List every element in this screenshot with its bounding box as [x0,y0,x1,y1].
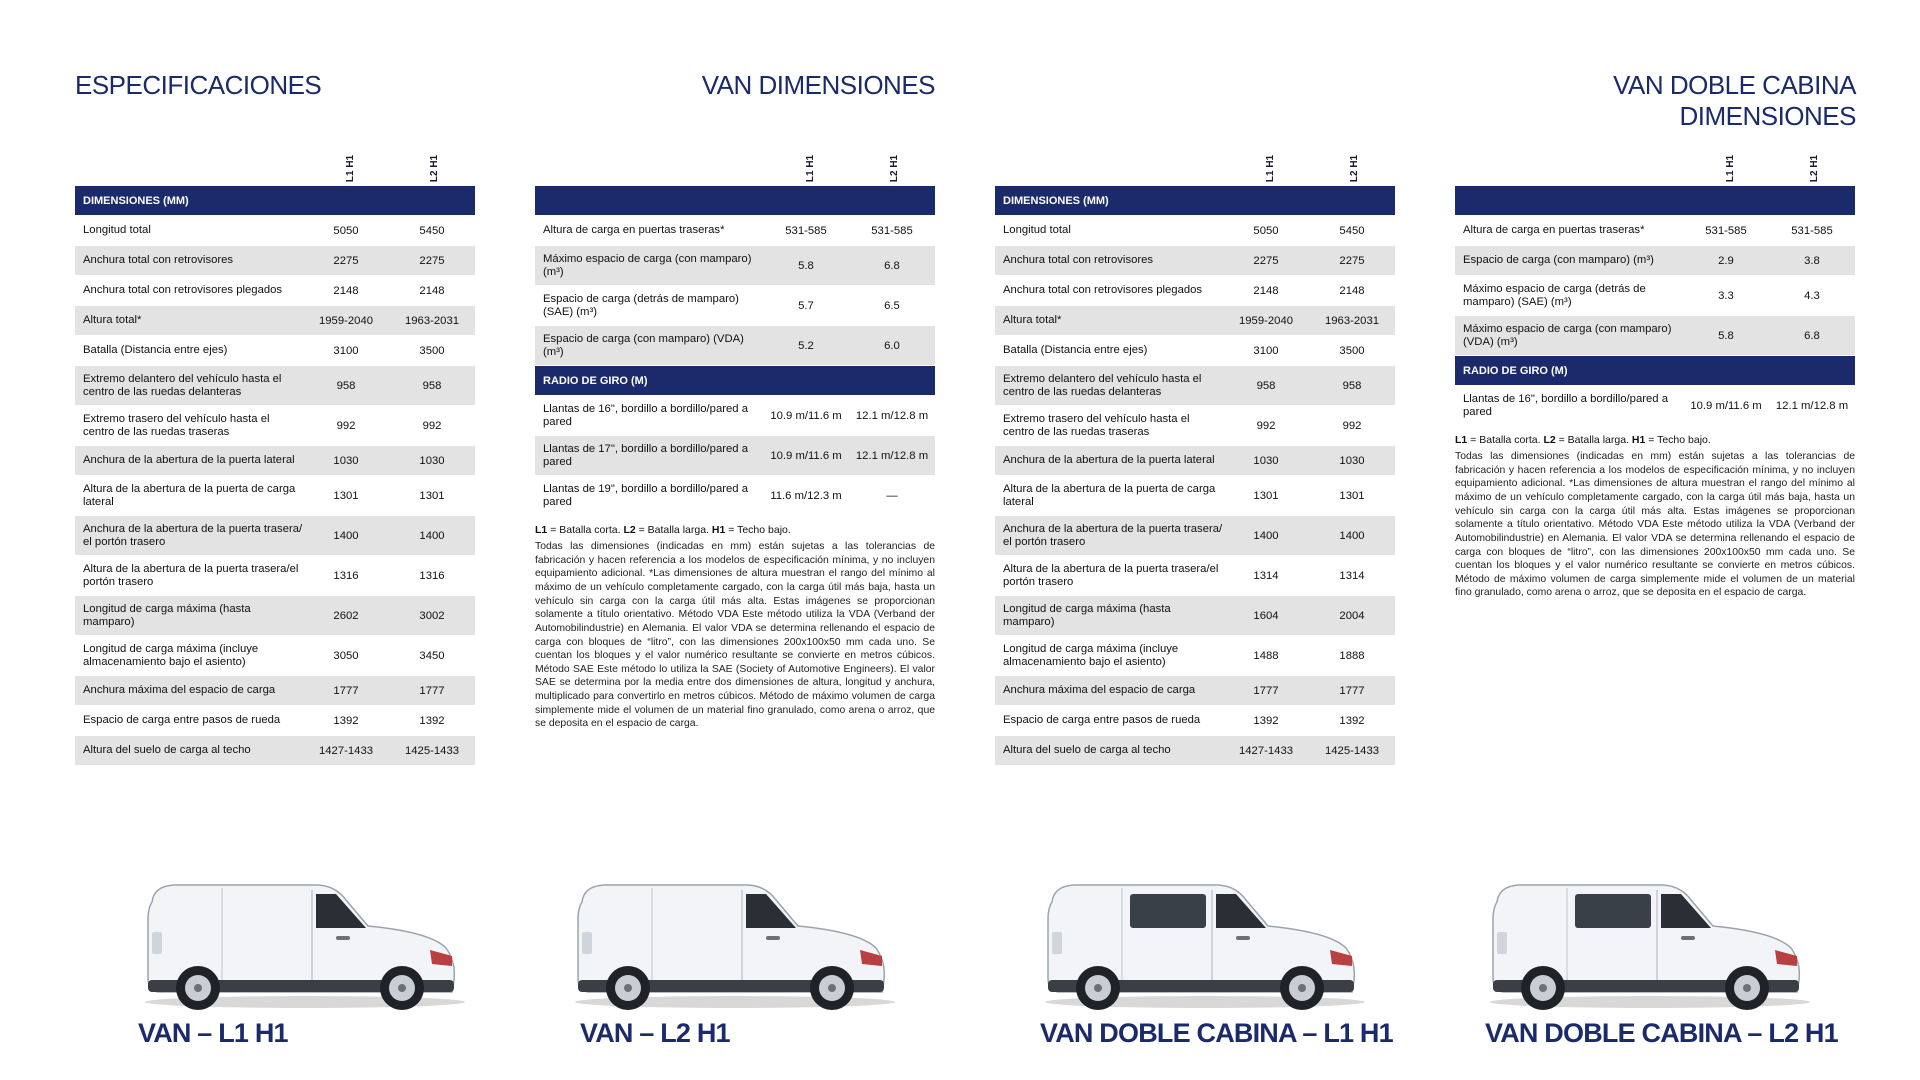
row-value-l1h1: 1392 [333,714,359,727]
van-tail-light [582,932,592,954]
row-label: Espacio de carga (con mamparo) (m³) [1463,254,1654,267]
row-label: Llantas de 16", bordillo a bordillo/pared a pared [543,402,748,428]
rear-hub [1094,984,1102,992]
table-row [75,366,475,406]
row-value-l1h1: 1604 [1253,609,1279,622]
table-row [75,636,475,676]
table-row [995,246,1395,276]
row-label: Máximo espacio de carga (con mamparo) (m³) [543,252,752,278]
van-dimensions-table [75,150,475,766]
row-value-l1h1: 5.2 [798,339,814,352]
table-row [75,276,475,306]
dc-dimensions-table [995,150,1395,766]
rear-hub [194,984,202,992]
row-label: Espacio de carga (con mamparo) (VDA) (m³) [543,332,744,358]
row-value-l1h1: 2275 [333,254,359,267]
row-label: Longitud de carga máxima (incluye almacenamiento bajo el asiento) [83,642,259,668]
row-value-l2h1: 1963-2031 [404,314,460,327]
row-label: Llantas de 17", bordillo a bordillo/pared a pared [543,442,748,468]
row-value-l1h1: 3100 [1253,344,1279,357]
row-label: Altura de la abertura de la puerta trasera/el portón trasero [83,562,299,588]
table-row [75,336,475,366]
column-heads [1455,150,1855,186]
row-value-l1h1: 958 [1256,379,1276,392]
row-label: Anchura total con retrovisores plegados [83,284,283,297]
row-value-l1h1: 992 [336,419,356,432]
table-row [535,396,935,436]
row-value-l1h1: 10.9 m/11.6 m [1690,399,1762,412]
van-illustration [1485,880,1815,1010]
row-value-l1h1: 2.9 [1718,254,1734,267]
row-label: Longitud de carga máxima (incluye almacenamiento bajo el asiento) [1003,642,1179,668]
row-label: Extremo delantero del vehículo hasta el centro de las ruedas delanteras [83,372,282,398]
row-value-l2h1: — [886,489,898,502]
row-value-l2h1: 1392 [1339,714,1365,727]
van-door-handle [1236,936,1250,940]
row-label: Longitud total [1003,224,1071,237]
row-value-l2h1: 531-585 [1791,224,1833,237]
row-label: Anchura total con retrovisores [83,254,234,267]
row-label: Extremo trasero del vehículo hasta el centro de las ruedas traseras [1003,412,1190,438]
row-value-l2h1: 531-585 [871,224,913,237]
front-hub [398,984,406,992]
table-row [995,476,1395,516]
row-value-l1h1: 1427-1433 [318,744,374,757]
table-row [1455,216,1855,246]
row-value-l1h1: 10.9 m/11.6 m [770,409,842,422]
row-label: Extremo trasero del vehículo hasta el centro de las ruedas traseras [83,412,270,438]
van-illustration [1040,880,1370,1010]
row-value-l2h1: 2148 [419,284,445,297]
table-row [995,446,1395,476]
row-value-l2h1: 1030 [419,454,445,467]
row-value-l2h1: 1777 [419,684,445,697]
section-header: DIMENSIONES (MM) [75,186,475,216]
row-label: Altura total* [1003,314,1062,327]
table-row [75,476,475,516]
row-value-l2h1: 1301 [419,489,445,502]
row-label: Anchura total con retrovisores plegados [1003,284,1203,297]
row-value-l1h1: 5.8 [798,259,814,272]
row-value-l1h1: 1427-1433 [1238,744,1294,757]
table-row [1455,316,1855,356]
van-label: VAN – L1 H1 [138,1018,288,1048]
row-label: Longitud de carga máxima (hasta mamparo) [83,602,251,628]
row-value-l2h1: 12.1 m/12.8 m [855,409,929,422]
table-row [75,736,475,766]
van-label: VAN – L2 H1 [580,1018,730,1048]
row-value-l1h1: 1301 [333,489,359,502]
column-heads [75,150,475,186]
table-row [75,706,475,736]
row-value-l1h1: 1030 [1253,454,1279,467]
column-head-l1h1: L1 H1 [345,154,357,182]
table-row [75,676,475,706]
front-hub [828,984,836,992]
table-row [995,336,1395,366]
column-head-l2h1: L2 H1 [889,154,901,182]
row-value-l2h1: 3500 [419,344,445,357]
page-title-van-dimensiones: VAN DIMENSIONES [701,70,935,100]
table-row [535,326,935,366]
van-illustration [570,880,900,1010]
table-row [995,596,1395,636]
rows [1455,386,1855,426]
row-value-l1h1: 1392 [1253,714,1279,727]
row-label: Batalla (Distancia entre ejes) [1003,344,1148,357]
row-label: Altura de carga en puertas traseras* [543,224,725,237]
table-row [995,636,1395,676]
column-heads [995,150,1395,186]
row-value-l1h1: 10.9 m/11.6 m [770,449,842,462]
table-row [535,216,935,246]
row-value-l2h1: 1425-1433 [404,744,460,757]
row-value-l2h1: 1301 [1339,489,1365,502]
row-value-l1h1: 1316 [333,569,359,582]
row-value-l2h1: 1777 [1339,684,1365,697]
section-header-turning: RADIO DE GIRO (M) [1455,356,1855,386]
column-head-l2h1: L2 H1 [429,154,441,182]
row-value-l2h1: 2275 [419,254,445,267]
row-label: Longitud total [83,224,151,237]
row-value-l2h1: 992 [1342,419,1362,432]
van-image-l1h1 [140,880,470,1015]
row-value-l2h1: 6.8 [884,259,900,272]
section-header: DIMENSIONES (MM) [995,186,1395,216]
table-row [75,596,475,636]
van-label: VAN DOBLE CABINA – L1 H1 [1040,1018,1393,1048]
row-label: Espacio de carga entre pasos de rueda [1003,714,1201,727]
van-label: VAN DOBLE CABINA – L2 H1 [1485,1018,1838,1048]
row-value-l2h1: 3.8 [1804,254,1820,267]
table-row [75,246,475,276]
van-door-handle [336,936,350,940]
table-row [995,216,1395,246]
row-value-l1h1: 1777 [333,684,359,697]
page-title-doble-cabina: VAN DOBLE CABINA DIMENSIONES [1613,70,1856,131]
van-image-dc-l2h1 [1485,880,1815,1015]
row-value-l1h1: 5050 [1253,224,1279,237]
table-row [75,306,475,336]
row-value-l1h1: 11.6 m/12.3 m [770,489,842,502]
van-rear-window [1575,894,1651,928]
column-head-l1h1: L1 H1 [1725,154,1737,182]
table-row [995,676,1395,706]
table-row [75,516,475,556]
row-value-l2h1: 6.0 [884,339,900,352]
van-door-handle [1681,936,1695,940]
rows [1455,216,1855,356]
section-header-blank [535,186,935,216]
rows [995,216,1395,766]
row-value-l1h1: 1030 [333,454,359,467]
row-value-l2h1: 5450 [419,224,445,237]
row-value-l1h1: 1400 [333,529,359,542]
van-illustration [140,880,470,1010]
row-value-l1h1: 531-585 [1705,224,1747,237]
table-row [535,246,935,286]
row-value-l2h1: 1314 [1339,569,1365,582]
table-row [995,276,1395,306]
van-tail-light [152,932,162,954]
row-value-l1h1: 3100 [333,344,359,357]
table-row [75,216,475,246]
row-label: Anchura máxima del espacio de carga [1003,684,1196,697]
table-row [1455,276,1855,316]
footnote: Todas las dimensiones (indicadas en mm) están sujetas a las tolerancias de fabricación y hacen referencia a los modelos de especificación mínima, y no incluyen equipamiento adicional. *Las dimensiones de altura muestran el rango del mínimo al máximo de un vehículo completamente cargado, con la carga útil más baja, hasta un vehículo sin carga con la carga útil más alta. Estas imágenes se proporcionan solamente a título orientativo. Método VDA Este método utiliza la VDA (Verband der Automobilindustrie) en Alemania. El valor VDA se determina rellenando el espacio de carga con bloques de “litro”, con las dimensiones 200x100x50 mm cada uno. Se cuentan los bloques y el valor numérico resultante se convierte en metros cúbicos. Método de máximo volumen de carga simplemente mide el volumen de un material fino granulado, como arena o arroz, que se deposita en el espacio de carga. [1455,451,1855,599]
row-value-l2h1: 1392 [419,714,445,727]
table-row [75,556,475,596]
row-value-l1h1: 1777 [1253,684,1279,697]
row-value-l2h1: 992 [422,419,442,432]
table-row [1455,386,1855,426]
row-label: Altura de la abertura de la puerta de carga lateral [1003,482,1216,508]
row-value-l2h1: 3450 [419,649,445,662]
row-label: Batalla (Distancia entre ejes) [83,344,228,357]
row-value-l1h1: 5.8 [1718,329,1734,342]
legend: L1 = Batalla corta. L2 = Batalla larga. H1 = Techo bajo. [535,524,791,536]
table-row [995,406,1395,446]
row-value-l2h1: 1425-1433 [1324,744,1380,757]
row-label: Extremo delantero del vehículo hasta el centro de las ruedas delanteras [1003,372,1202,398]
row-value-l2h1: 6.5 [884,299,900,312]
front-hub [1743,984,1751,992]
table-row [995,366,1395,406]
table-row [75,406,475,446]
column-head-l2h1: L2 H1 [1349,154,1361,182]
row-value-l2h1: 4.3 [1804,289,1820,302]
rows [535,396,935,516]
legend: L1 = Batalla corta. L2 = Batalla larga. H1 = Techo bajo. [1455,434,1711,446]
row-label: Longitud de carga máxima (hasta mamparo) [1003,602,1171,628]
row-value-l1h1: 3.3 [1718,289,1734,302]
table-row [995,736,1395,766]
row-label: Altura del suelo de carga al techo [1003,744,1171,757]
row-value-l1h1: 3050 [333,649,359,662]
row-value-l1h1: 5.7 [798,299,814,312]
table-row [535,476,935,516]
row-value-l2h1: 3002 [419,609,445,622]
van-rear-window [1130,894,1206,928]
row-label: Altura del suelo de carga al techo [83,744,251,757]
row-label: Anchura total con retrovisores [1003,254,1154,267]
column-head-l2h1: L2 H1 [1809,154,1821,182]
van-image-l2h1 [570,880,900,1015]
row-value-l2h1: 2004 [1339,609,1365,622]
column-head-l1h1: L1 H1 [1265,154,1277,182]
row-value-l2h1: 6.8 [1804,329,1820,342]
row-label: Anchura de la abertura de la puerta trasera/ el portón trasero [83,522,303,548]
row-value-l2h1: 1400 [419,529,445,542]
row-value-l1h1: 531-585 [785,224,827,237]
section-header-turning: RADIO DE GIRO (M) [535,366,935,396]
row-label: Anchura de la abertura de la puerta trasera/ el portón trasero [1003,522,1223,548]
row-value-l1h1: 1301 [1253,489,1279,502]
row-label: Llantas de 19", bordillo a bordillo/pared a pared [543,482,748,508]
table-row [1455,246,1855,276]
row-label: Espacio de carga entre pasos de rueda [83,714,281,727]
row-value-l1h1: 2602 [333,609,359,622]
row-value-l1h1: 1400 [1253,529,1279,542]
row-value-l1h1: 2148 [1253,284,1279,297]
row-value-l2h1: 3500 [1339,344,1365,357]
row-value-l2h1: 1316 [419,569,445,582]
table-row [995,556,1395,596]
row-value-l2h1: 1030 [1339,454,1365,467]
row-value-l1h1: 958 [336,379,356,392]
column-head-l1h1: L1 H1 [805,154,817,182]
row-label: Anchura de la abertura de la puerta lateral [1003,454,1215,467]
row-value-l1h1: 992 [1256,419,1276,432]
table-row [535,286,935,326]
van-tail-light [1052,932,1062,954]
row-value-l1h1: 1314 [1253,569,1279,582]
row-label: Altura de la abertura de la puerta de carga lateral [83,482,296,508]
van-cargo-table [535,150,935,731]
rear-hub [624,984,632,992]
table-row [995,516,1395,556]
column-heads [535,150,935,186]
row-value-l2h1: 1400 [1339,529,1365,542]
row-value-l2h1: 2148 [1339,284,1365,297]
row-value-l2h1: 2275 [1339,254,1365,267]
table-row [995,306,1395,336]
row-value-l2h1: 12.1 m/12.8 m [1775,399,1849,412]
table-row [995,706,1395,736]
page-title-especificaciones: ESPECIFICACIONES [75,70,322,100]
front-hub [1298,984,1306,992]
row-value-l1h1: 5050 [333,224,359,237]
table-row [535,436,935,476]
rows [535,216,935,366]
section-header-blank [1455,186,1855,216]
row-value-l2h1: 958 [422,379,442,392]
row-label: Altura total* [83,314,142,327]
footnote: Todas las dimensiones (indicadas en mm) están sujetas a las tolerancias de fabricación y hacen referencia a los modelos de especificación mínima, y no incluyen equipamiento adicional. *Las dimensiones de altura muestran el rango del mínimo al máximo de un vehículo completamente cargado, con la carga útil más baja, hasta un vehículo sin carga con la carga útil más alta. Estas imágenes se proporcionan solamente a título orientativo. Método VDA Este método utiliza la VDA (Verband der Automobilindustrie) en Alemania. El valor VDA se determina rellenando el espacio de carga con bloques de “litro”, con las dimensiones 200x100x50 mm cada uno. Se cuentan los bloques y el valor numérico resultante se convierte en metros cúbicos. Método SAE Este método lo utiliza la SAE (Society of Automotive Engineers). El valor SAE se determina por la media entre dos dimensiones de altura, longitud y anchura, multiplicado para convertirlo en metros cúbicos. Método de máximo volumen de carga simplemente mide el volumen de un material fino granulado, como arena o arroz, que se deposita en el espacio de carga. [535,541,935,730]
row-label: Altura de la abertura de la puerta trasera/el portón trasero [1003,562,1219,588]
row-label: Altura de carga en puertas traseras* [1463,224,1645,237]
row-value-l1h1: 2148 [333,284,359,297]
row-value-l2h1: 1963-2031 [1324,314,1380,327]
van-tail-light [1497,932,1507,954]
van-door-handle [766,936,780,940]
row-label: Llantas de 16", bordillo a bordillo/pared a pared [1463,392,1668,418]
row-label: Espacio de carga (detrás de mamparo) (SAE) (m³) [543,292,739,318]
table-row [75,446,475,476]
row-label: Máximo espacio de carga (con mamparo) (VDA) (m³) [1463,322,1672,348]
van-image-dc-l1h1 [1040,880,1370,1015]
row-value-l1h1: 1959-2040 [1238,314,1294,327]
dc-cargo-table [1455,150,1855,600]
row-value-l1h1: 2275 [1253,254,1279,267]
row-value-l1h1: 1488 [1253,649,1279,662]
row-value-l2h1: 958 [1342,379,1362,392]
rows [75,216,475,766]
row-label: Máximo espacio de carga (detrás de mamparo) (SAE) (m³) [1463,282,1646,308]
row-value-l2h1: 5450 [1339,224,1365,237]
row-value-l2h1: 12.1 m/12.8 m [855,449,929,462]
row-value-l2h1: 1888 [1339,649,1365,662]
row-label: Anchura máxima del espacio de carga [83,684,276,697]
row-label: Anchura de la abertura de la puerta lateral [83,454,295,467]
rear-hub [1539,984,1547,992]
row-value-l1h1: 1959-2040 [318,314,374,327]
